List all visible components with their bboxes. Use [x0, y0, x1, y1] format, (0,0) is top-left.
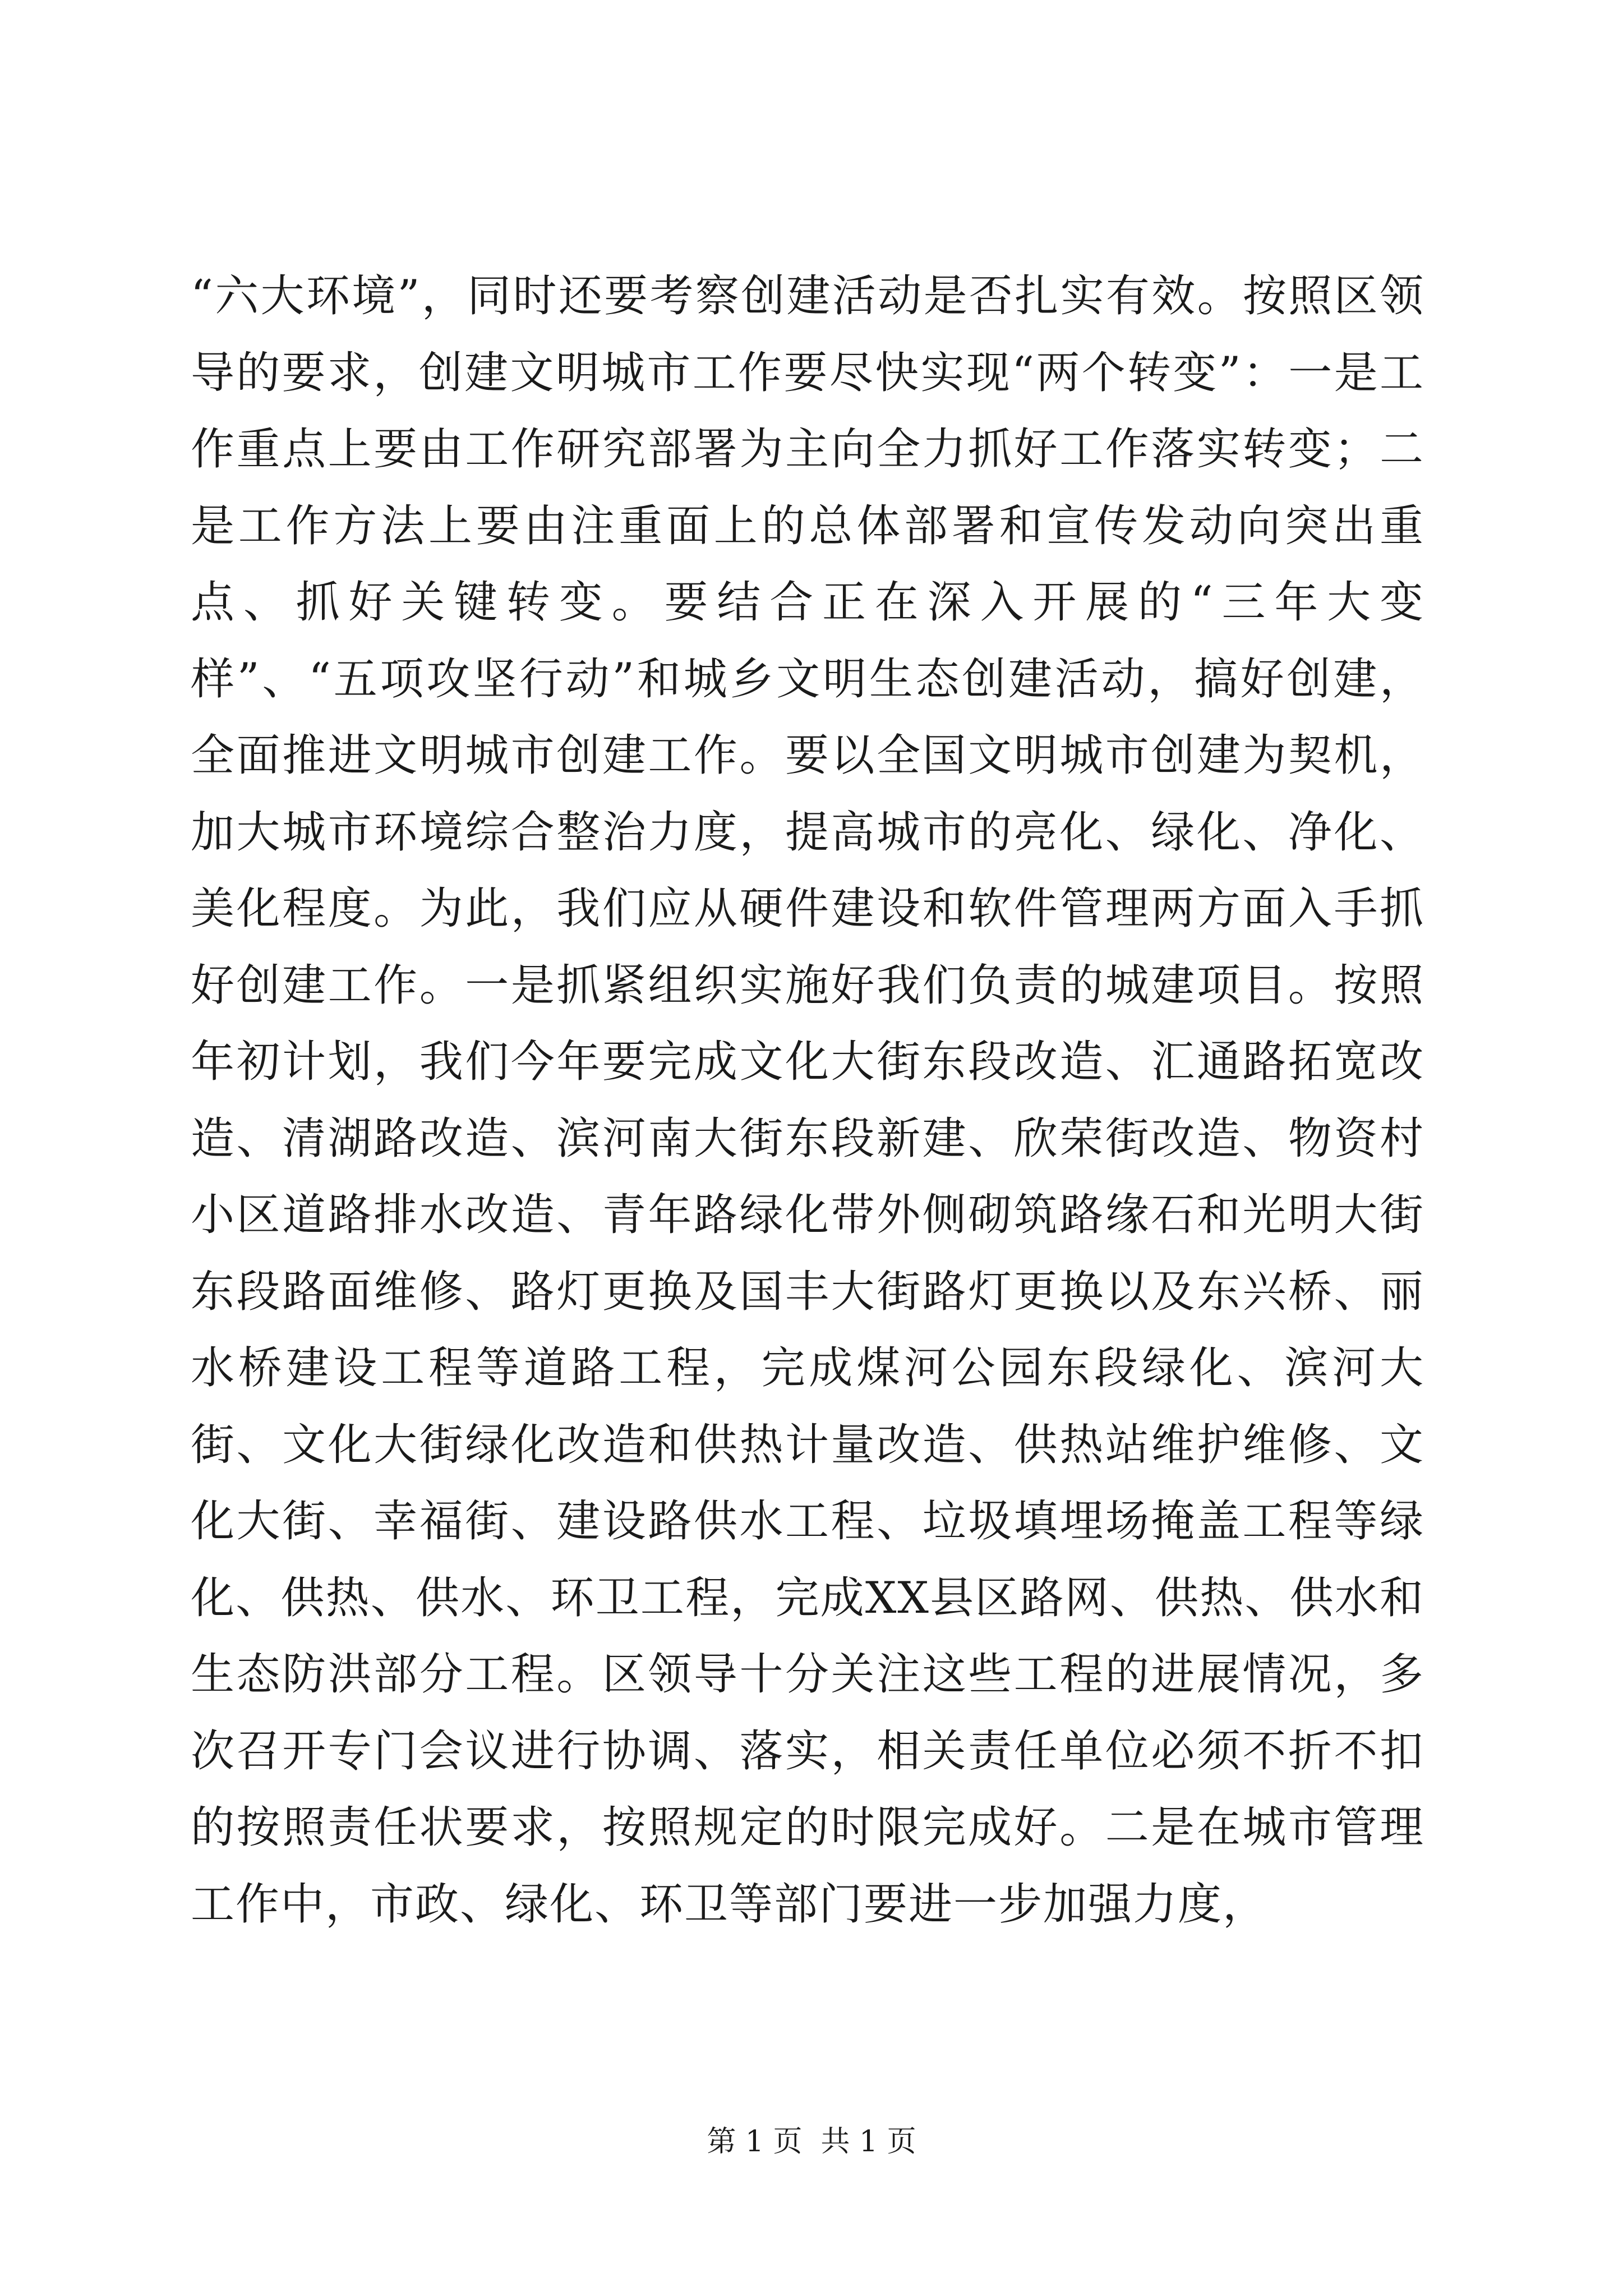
body-paragraph: “六大环境”，同时还要考察创建活动是否扎实有效。按照区领导的要求，创建文明城市工作要尽快实现“两个转变”：一是工作重点上要由工作研究部署为主向全力抓好工作落实转变；二是工作方法上要由注重面上的总体部署和宣传发动向突出重点、抓好关键转变。要结合正在深入开展的“三年大变样”、“五项攻坚行动”和城乡文明生态创建活动，搞好创建，全面推进文明城市创建工作。要以全国文明城市创建为契机，加大城市环境综合整治力度，提高城市的亮化、绿化、净化、美化程度。为此，我们应从硬件建设和软件管理两方面入手抓好创建工作。一是抓紧组织实施好我们负责的城建项目。按照年初计划，我们今年要完成文化大街东段改造、汇通路拓宽改造、清湖路改造、滨河南大街东段新建、欣荣街改造、物资村小区道路排水改造、青年路绿化带外侧砌筑路缘石和光明大街东段路面维修、路灯更换及国丰大街路灯更换以及东兴桥、丽水桥建设工程等道路工程，完成煤河公园东段绿化、滨河大街、文化大街绿化改造和供热计量改造、供热站维护维修、文化大街、幸福街、建设路供水工程、垃圾填埋场掩盖工程等绿化、供热、供水、环卫工程，完成XX县区路网、供热、供水和生态防洪部分工程。区领导十分关注这些工程的进展情况，多次召开专门会议进行协调、落实，相关责任单位必须不折不扣的按照责任状要求，按照规定的时限完成好。二是在城市管理工作中，市政、绿化、环卫等部门要进一步加强力度，	[191, 271, 1424, 1930]
page-footer: 第 1 页 共 1 页	[707, 2125, 916, 2159]
